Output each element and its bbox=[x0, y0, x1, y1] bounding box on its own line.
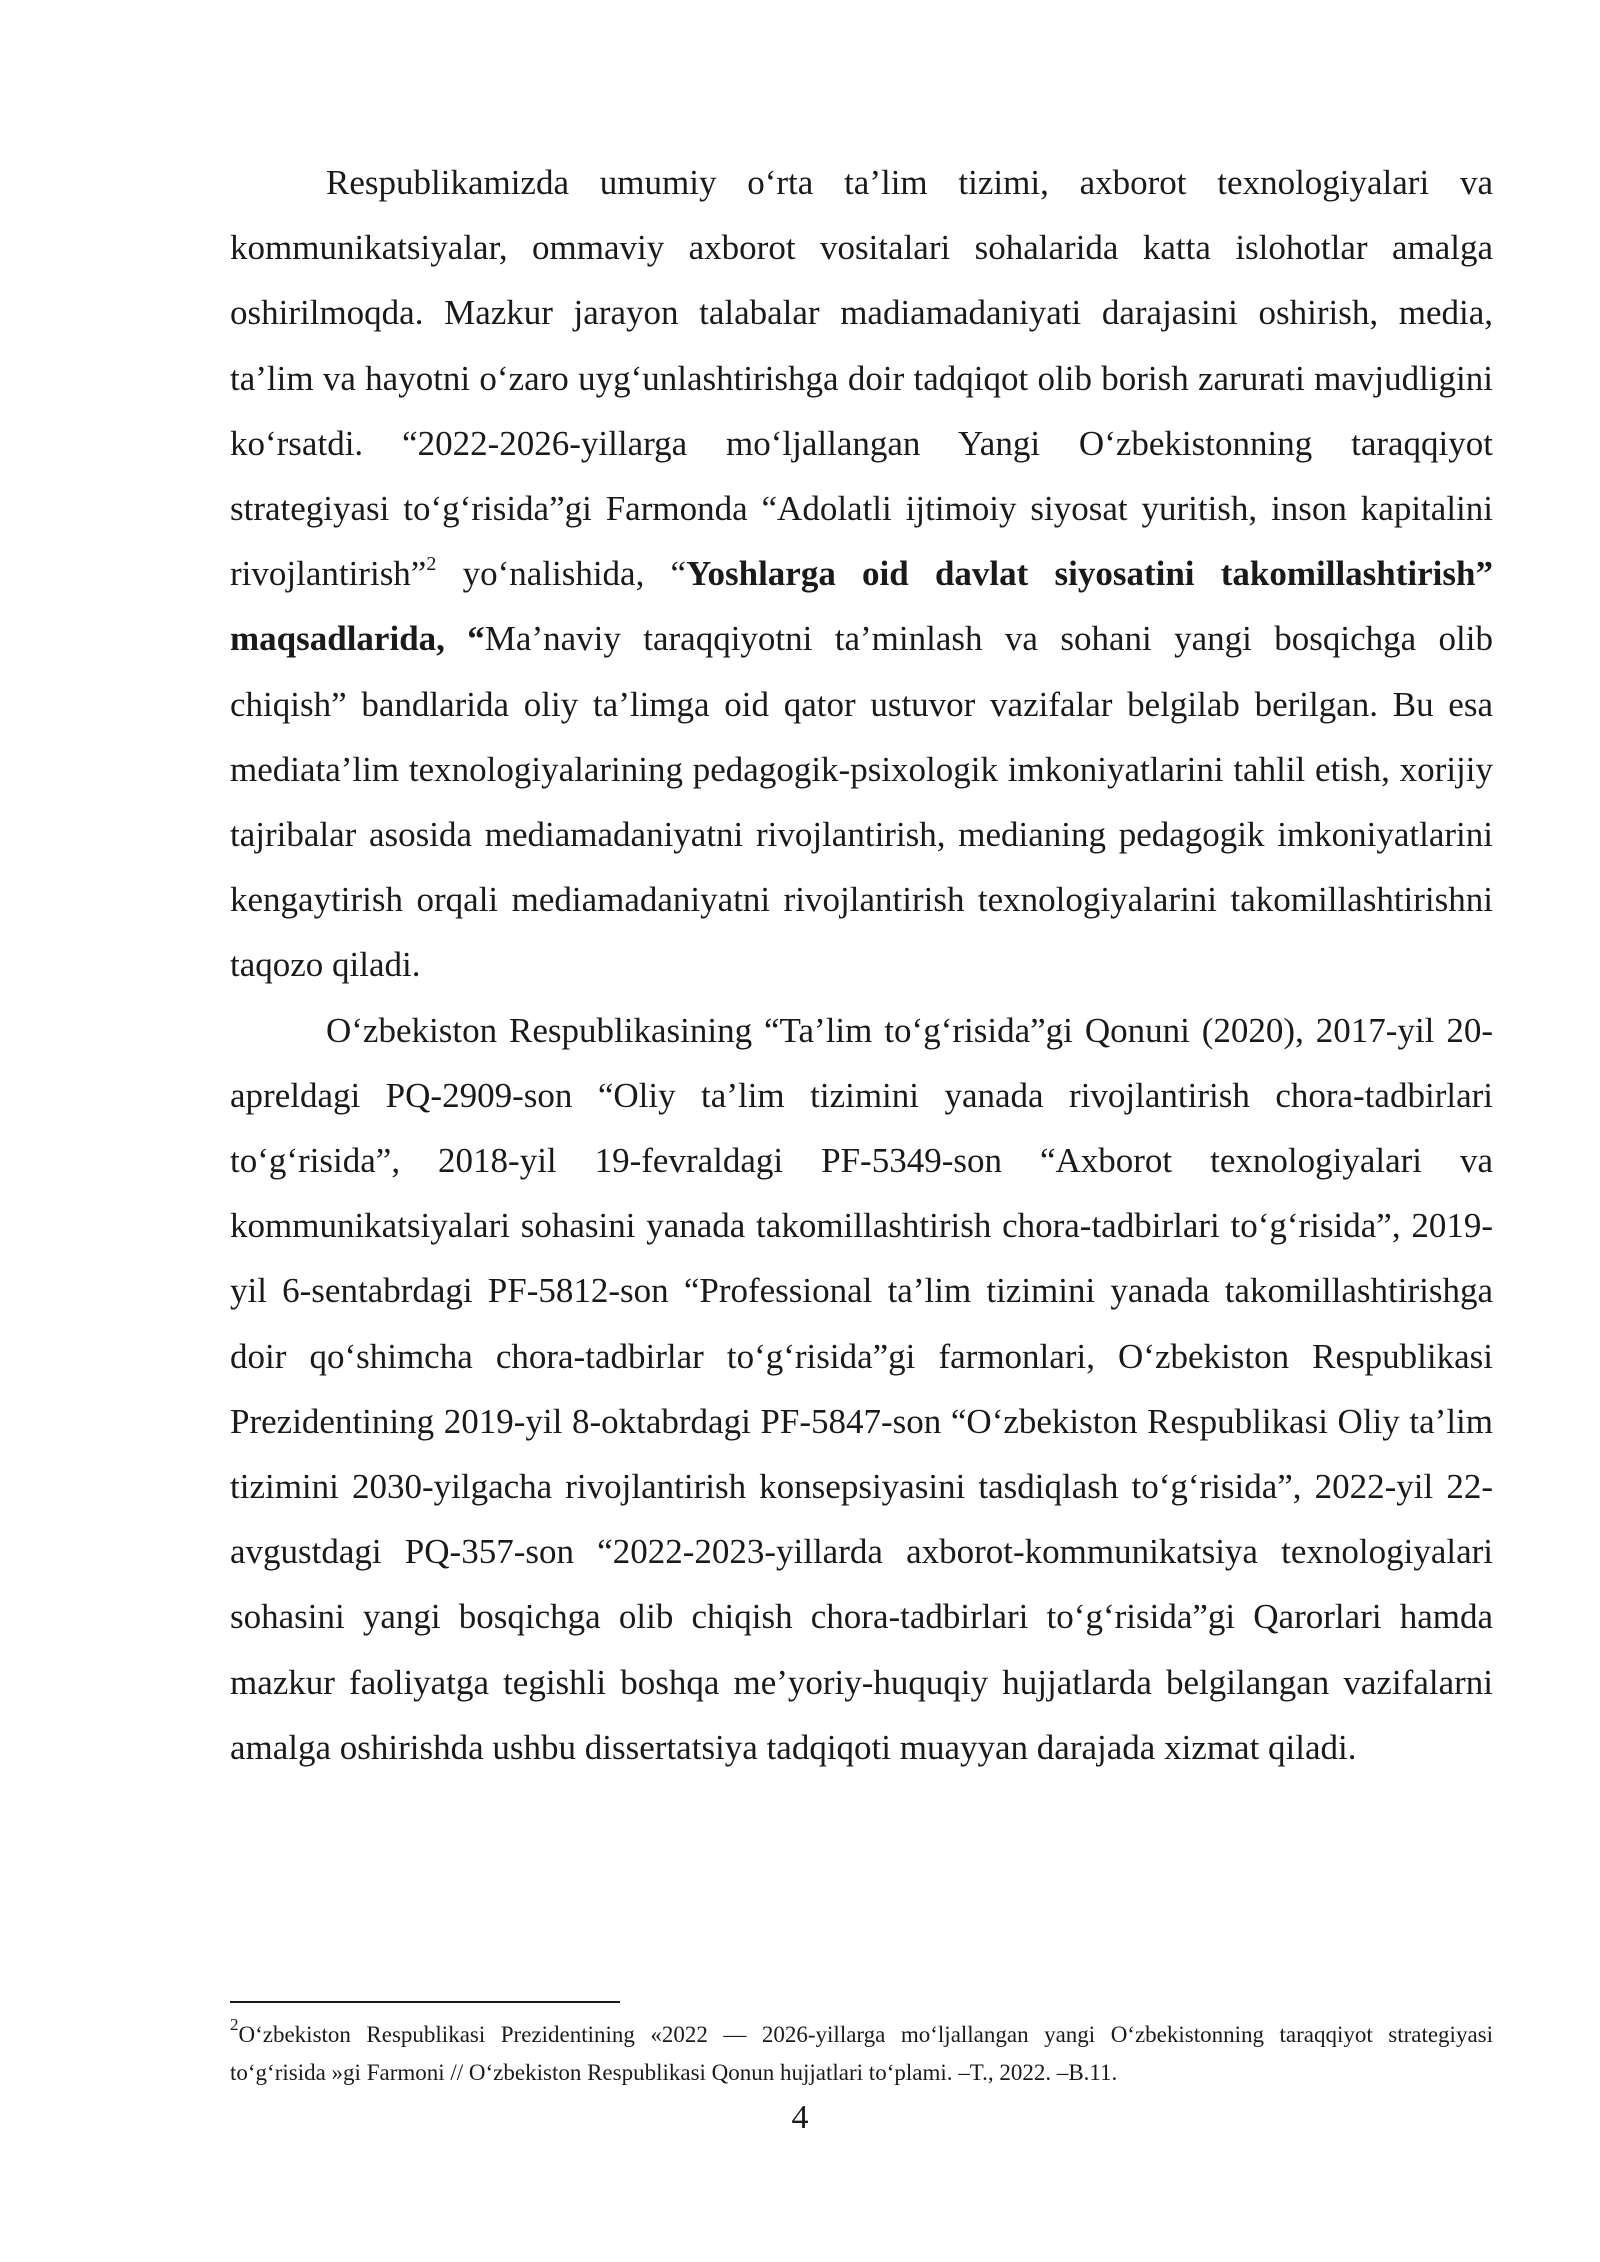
footnote-separator bbox=[230, 2001, 620, 2003]
footnote-text: O‘zbekiston Respublikasi Prezidentining «2022 — 2026-yillarga mo‘ljallangan yangi O‘zbekistonning taraqqiyot strategiyasi to‘g‘risida »gi Farmoni // O‘zbekiston Respublikasi Qonun hujjatlari to‘plami. –T., 2022. –B.11. bbox=[230, 2022, 1493, 2085]
paragraph-1-bold-text: Yoshlarga oid davlat siyosatini takomillashtirish” maqsadlarida, “ bbox=[230, 554, 1493, 659]
paragraph-1-text-c: Ma’naviy taraqqiyotni ta’minlash va sohani yangi bosqichga olib chiqish” bandlarida oliy ta’limga oid qator ustuvor vazifalar belgilab berilgan. Bu esa mediata’lim texnologiyalarining pedagogik-psixologik imkoniyatlarini tahlil etish, xorijiy tajribalar asosida mediamadaniyatni rivojlantirish, medianing pedagogik imkoniyatlarini kengaytirish orqali mediamadaniyatni rivojlantirish texnologiyalarini takomillashtirishni taqozo qiladi. bbox=[230, 619, 1493, 985]
page-number: 4 bbox=[791, 2099, 809, 2136]
paragraph-1-text-a: Respublikamizda umumiy o‘rta ta’lim tizimi, axborot texnologiyalari va kommunikatsiyalar, ommaviy axborot vositalari sohalarida katta islohotlar amalga oshirilmoqda. Mazkur jarayon talabalar madiamadaniyati darajasini oshirish, media, ta’lim va hayotni o‘zaro uyg‘unlashtirishga doir tadqiqot olib borish zarurati mavjudligini ko‘rsatdi. “2022-2026-yillarga mo‘ljallangan Yangi O‘zbekistonning taraqqiyot strategiyasi to‘g‘risida”gi Farmonda “Adolatli ijtimoiy siyosat yuritish, inson kapitalini rivojlantirish” bbox=[230, 163, 1493, 594]
footnote-reference[interactable]: 2 bbox=[426, 553, 437, 576]
paragraph-1 bbox=[230, 150, 1493, 998]
main-text bbox=[230, 150, 1493, 1780]
footnote bbox=[230, 2016, 1493, 2092]
footnote-number: 2 bbox=[230, 2015, 239, 2034]
paragraph-2: O‘zbekiston Respublikasining “Ta’lim to‘g‘risida”gi Qonuni (2020), 2017-yil 20-apreldagi PQ-2909-son “Oliy ta’lim tizimini yanada rivojlantirish chora-tadbirlari to‘g‘risida”, 2018-yil 19-fevraldagi PF-5349-son “Axborot texnologiyalari va kommunikatsiyalari sohasini yanada takomillashtirish chora-tadbirlari to‘g‘risida”, 2019-yil 6-sentabrdagi PF-5812-son “Professional ta’lim tizimini yanada takomillashtirishga doir qo‘shimcha chora-tadbirlar to‘g‘risida”gi farmonlari, O‘zbekiston Respublikasi Prezidentining 2019-yil 8-oktabrdagi PF-5847-son “O‘zbekiston Respublikasi Oliy ta’lim tizimini 2030-yilgacha rivojlantirish konsepsiyasini tasdiqlash to‘g‘risida”, 2022-yil 22-avgustdagi PQ-357-son “2022-2023-yillarda axborot-kommunikatsiya texnologiyalari sohasini yangi bosqichga olib chiqish chora-tadbirlari to‘g‘risida”gi Qarorlari hamda mazkur faoliyatga tegishli boshqa me’yoriy-huquqiy hujjatlarda belgilangan vazifalarni amalga oshirishda ushbu dissertatsiya tadqiqoti muayyan darajada xizmat qiladi. bbox=[230, 1010, 1493, 1767]
paragraph-1-text-b: yo‘nalishida, “ bbox=[436, 554, 687, 594]
